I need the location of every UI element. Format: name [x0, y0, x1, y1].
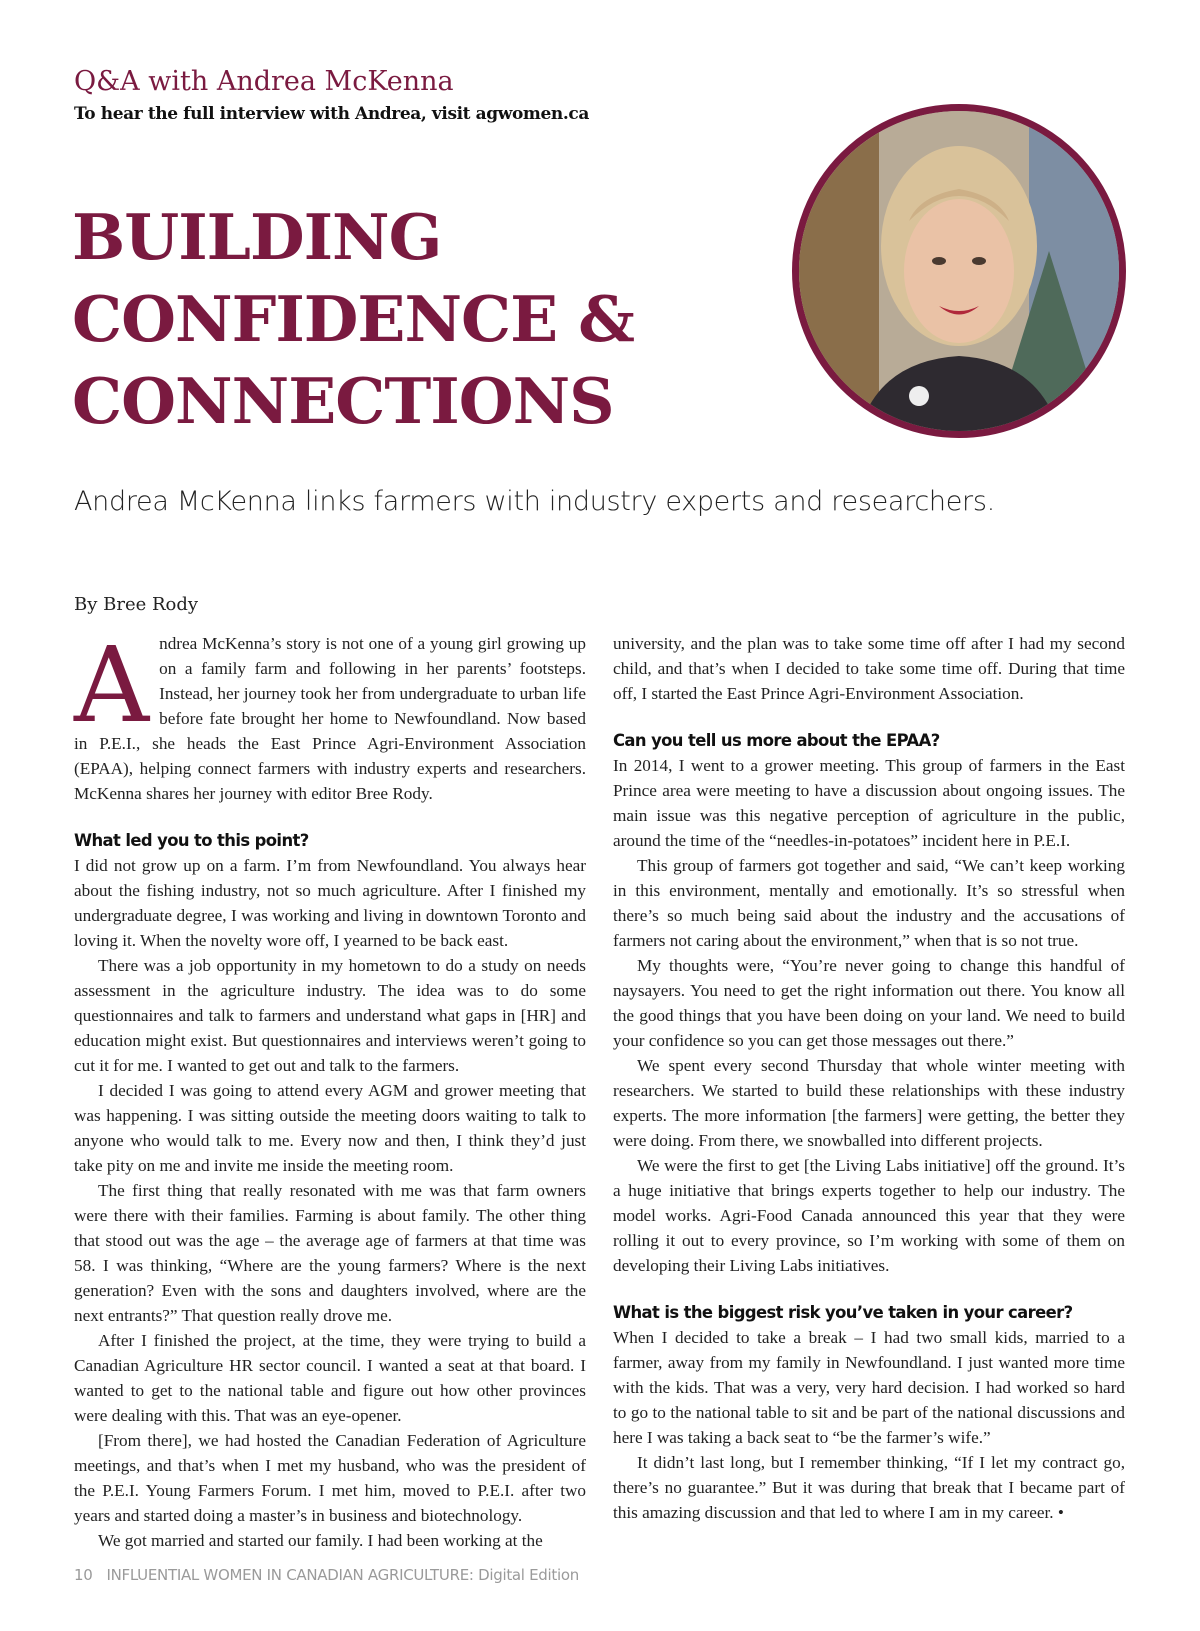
answer-paragraph: We spent every second Thursday that whole winter meeting with researchers. We started to build these relationships with these industry experts. The more information [the farmers] were getting, the better they were doing. From there, we snowballed into different projects. [613, 1056, 1125, 1150]
headline-line-2: CONFIDENCE & [72, 282, 635, 356]
drop-cap: A [74, 624, 150, 746]
headline-line-3: CONNECTIONS [72, 364, 614, 438]
page-number: 10 [74, 1566, 93, 1584]
publication-name: INFLUENTIAL WOMEN IN CANADIAN AGRICULTURE [106, 1566, 469, 1584]
kicker-title: Q&A with Andrea McKenna [74, 66, 454, 97]
answer-paragraph: The first thing that really resonated with me was that farm owners were there with their families. Farming is about family. The other thing that stood out was the age – the average age of farmers at that time was 58. I was thinking, “Where are the young farmers? Where is the next generation? Even with the sons and daughters involved, where are the next entrants?” That question really drove me. [74, 1181, 586, 1325]
answer-paragraph: When I decided to take a break – I had two small kids, married to a farmer, away from my family in Newfoundland. I just wanted more time with the kids. That was a very, very hard decision. I had worked so hard to go to the national table to sit and be part of the national discussions and here I was taking a back seat to “be the farmer’s wife.” [613, 1328, 1125, 1447]
answer-paragraph-continued: university, and the plan was to take some time off after I had my second child, and that’s when I decided to take some time off. During that time off, I started the East Prince Agri-Environment Association. [613, 634, 1125, 703]
answer-paragraph: It didn’t last long, but I remember thinking, “If I let my contract go, there’s no guarantee.” But it was during that break that I became part of this amazing discussion and that led to where I am in my career. • [613, 1453, 1125, 1522]
byline: By Bree Rody [74, 594, 199, 615]
portrait-illustration [799, 111, 1119, 431]
answer-paragraph: [From there], we had hosted the Canadian Federation of Agriculture meetings, and that’s when I met my husband, who was the president of the P.E.I. Young Farmers Forum. I met him, moved to P.E.I. after two years and started doing a master’s in business and biotechnology. [74, 1431, 586, 1525]
intro-paragraph [74, 624, 586, 806]
answer-paragraph: There was a job opportunity in my hometown to do a study on needs assessment in the agriculture industry. The idea was to do some questionnaires and talk to farmers and understand what gaps in [HR] and education might exist. But questionnaires and interviews weren’t going to cut it for me. I wanted to get out and talk to the farmers. [74, 956, 586, 1075]
question-heading: Can you tell us more about the EPAA? [613, 731, 940, 750]
answer-paragraph: This group of farmers got together and said, “We can’t keep working in this environment, mentally and emotionally. It’s so stressful when there’s so much being said about the industry and the accusations of farmers not caring about the environment,” when that is so not true. [613, 856, 1125, 950]
intro-text: ndrea McKenna’s story is not one of a young girl growing up on a family farm and following in her parents’ footsteps. Instead, her journey took her from undergraduate to urban life before fate brought her home to Newfoundland. Now based in P.E.I., she heads the East Prince Agri-Environment Association (EPAA), helping connect farmers with industry experts and researchers. McKenna shares her journey with editor Bree Rody. [74, 634, 586, 803]
page-footer [74, 1566, 579, 1584]
headline [72, 196, 692, 442]
edition-label: : Digital Edition [468, 1566, 579, 1584]
answer-paragraph: I decided I was going to attend every AGM and grower meeting that was happening. I was sitting outside the meeting doors waiting to talk to anyone who would talk to me. Every now and then, I think they’d just take pity on me and invite me inside the meeting room. [74, 1081, 586, 1175]
answer-paragraph: We got married and started our family. I had been working at the [98, 1531, 543, 1550]
kicker-subtitle: To hear the full interview with Andrea, visit agwomen.ca [74, 104, 589, 124]
article-dek: Andrea McKenna links farmers with industry experts and researchers. [74, 486, 995, 517]
answer-paragraph: We were the first to get [the Living Labs initiative] off the ground. It’s a huge initiative that brings experts together to help our industry. The model works. Agri-Food Canada announced this year that they were rolling it out to every province, so I’m working with some of them on developing their Living Labs initiatives. [613, 1156, 1125, 1275]
headline-line-1: BUILDING [72, 200, 442, 274]
article-column-left [74, 624, 586, 1553]
answer-paragraph: My thoughts were, “You’re never going to change this handful of naysayers. You need to get the right information out there. You know all the good things that you have been doing on your land. We need to build your confidence so you can get those messages out there.” [613, 956, 1125, 1050]
question-heading: What led you to this point? [74, 831, 309, 850]
answer-paragraph: After I finished the project, at the time, they were trying to build a Canadian Agriculture HR sector council. I wanted a seat at that board. I wanted to get to the national table and figure out how other provinces were dealing with this. That was an eye-opener. [74, 1331, 586, 1425]
portrait-photo [792, 104, 1126, 438]
answer-paragraph: In 2014, I went to a grower meeting. This group of farmers in the East Prince area were meeting to have a discussion about ongoing issues. The main issue was this negative perception of agriculture in the public, around the time of the “needles-in-potatoes” incident here in P.E.I. [613, 756, 1125, 850]
question-heading: What is the biggest risk you’ve taken in your career? [613, 1303, 1073, 1322]
article-column-right [613, 631, 1125, 1525]
answer-paragraph: I did not grow up on a farm. I’m from Newfoundland. You always hear about the fishing industry, not so much agriculture. After I finished my undergraduate degree, I was working and living in downtown Toronto and loving it. When the novelty wore off, I yearned to be back east. [74, 856, 586, 950]
